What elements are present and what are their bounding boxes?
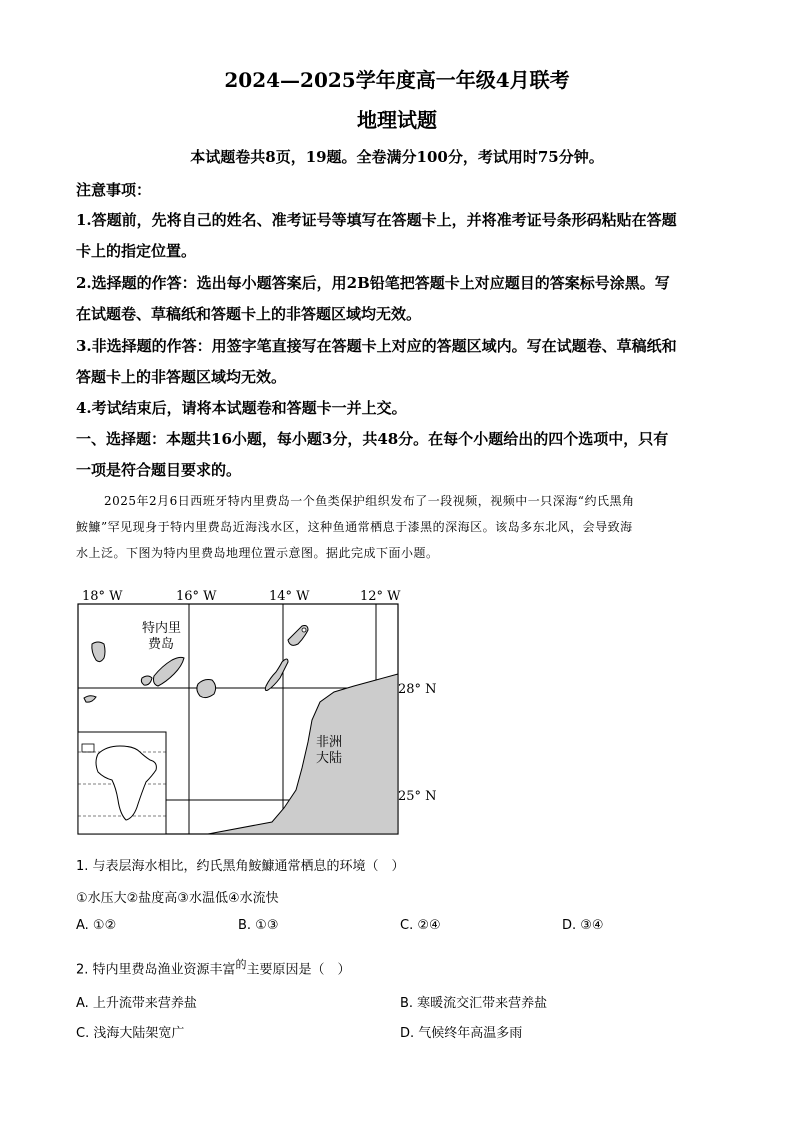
islet	[302, 628, 306, 632]
island-label: 费岛	[148, 637, 175, 652]
lon-label: 16° W	[176, 589, 217, 604]
option-a[interactable]: A. ①②	[76, 918, 117, 933]
notice-line: 在试题卷、草稿纸和答题卡上的非答题区域均无效。	[76, 305, 422, 323]
island-la-palma	[92, 642, 105, 662]
option-a[interactable]: A. 上升流带来营养盐	[76, 996, 197, 1011]
island-label: 特内里	[142, 621, 182, 636]
notice-line: 4.考试结束后，请将本试题卷和答题卡一并上交。	[76, 399, 407, 417]
stem-text: 主要原因是（ ）	[246, 962, 351, 978]
question-1-statements: ①水压大②盐度高③水温低④水流快	[76, 891, 279, 906]
passage-line: 鮟鱇”罕见现身于特内里费岛近海浅水区，这种鱼通常栖息于漆黑的深海区。该岛多东北风，会导致海	[76, 520, 633, 534]
option-d[interactable]: D. ③④	[562, 918, 604, 933]
island-tenerife	[154, 657, 185, 686]
island-el-hierro	[84, 696, 96, 702]
option-d[interactable]: D. 气候终年高温多雨	[400, 1026, 523, 1041]
notice-line: 2.选择题的作答：选出每小题答案后，用2B铅笔把答题卡上对应题目的答案标号涂黑。写	[76, 274, 670, 292]
continent-label: 非洲	[316, 735, 343, 750]
option-b[interactable]: B. ①③	[238, 918, 279, 933]
passage-line: 2025年2月6日西班牙特内里费岛一个鱼类保护组织发布了一段视频，视频中一只深海“约氏黑角	[104, 494, 635, 508]
option-b[interactable]: B. 寒暖流交汇带来营养盐	[400, 996, 548, 1011]
notice-line: 答题卡上的非答题区域均无效。	[76, 368, 287, 386]
lon-label: 18° W	[82, 589, 123, 604]
question-2-stem	[76, 956, 351, 977]
notice-heading: 注意事项：	[76, 181, 152, 199]
exam-info: 本试题卷共8页，19题。全卷满分100分，考试用时75分钟。	[190, 148, 604, 166]
lat-label: 25° N	[398, 789, 437, 804]
option-c[interactable]: C. 浅海大陆架宽广	[76, 1026, 185, 1041]
option-c[interactable]: C. ②④	[400, 918, 441, 933]
lon-label: 14° W	[269, 589, 310, 604]
island-fuerteventura	[265, 659, 288, 691]
exam-title: 2024—2025学年度高一年级4月联考	[224, 68, 570, 92]
subject-title: 地理试题	[357, 108, 437, 132]
notice-line: 1.答题前，先将自己的姓名、准考证号等填写在答题卡上，并将准考证号条形码粘贴在答题	[76, 211, 677, 229]
lon-label: 12° W	[360, 589, 401, 604]
stem-mark: 的	[235, 958, 247, 971]
section-heading: 一、选择题：本题共16小题，每小题3分，共48分。在每个小题给出的四个选项中，只有	[76, 430, 669, 448]
island-la-gomera	[141, 676, 152, 685]
continent-label: 大陆	[316, 751, 343, 766]
tenerife-location-map	[76, 586, 446, 838]
notice-line: 卡上的指定位置。	[76, 242, 197, 260]
africa-inset	[78, 732, 166, 834]
stem-text: 2. 特内里费岛渔业资源丰富	[76, 962, 236, 978]
section-heading: 一项是符合题目要求的。	[76, 461, 242, 479]
lat-label: 28° N	[398, 682, 437, 697]
island-gran-canaria	[197, 680, 216, 698]
africa-mainland	[208, 674, 398, 834]
notice-line: 3.非选择题的作答：用签字笔直接写在答题卡上对应的答题区域内。写在试题卷、草稿纸和	[76, 337, 677, 355]
passage-line: 水上泛。下图为特内里费岛地理位置示意图。据此完成下面小题。	[76, 546, 439, 560]
question-1-stem: 1. 与表层海水相比，约氏黑角鮟鱇通常栖息的环境（ ）	[76, 859, 405, 874]
